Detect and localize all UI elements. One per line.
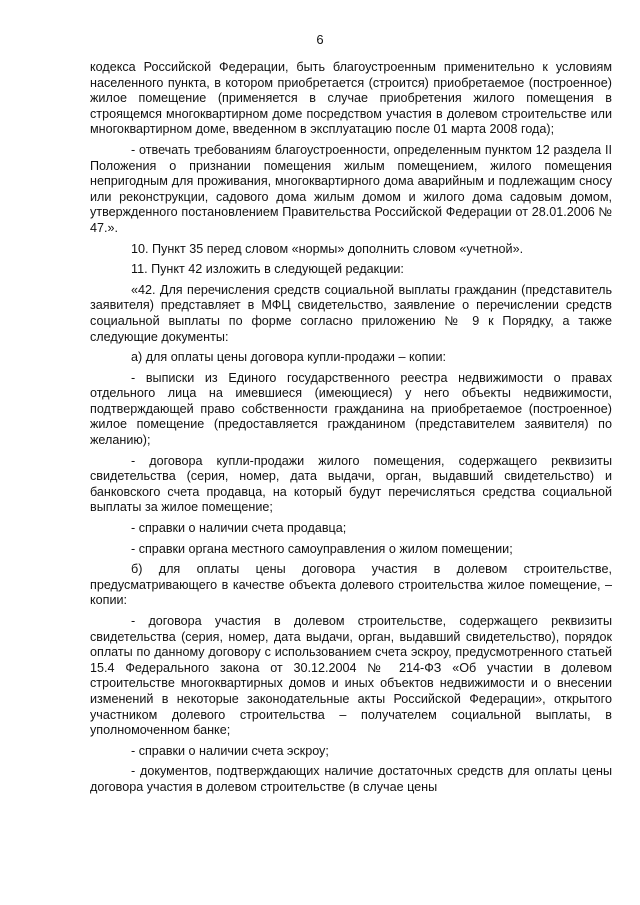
paragraph: - договора участия в долевом строительстве, содержащего реквизиты свидетельства (серия, номер, дата выдачи, орган, выдавший свидетельство), порядок оплаты по данному договору с использованием счета эскроу, предусмотренного статьей 15.4 Федерального закона от 30.12.2004 № 214-ФЗ «Об участии в долевом строительстве многоквартирных домов и иных объектов недвижимости и о внесении изменений в некоторые законодательные акты Российской Федерации», открытого участником долевого строительства – получателем социальной выплаты, в уполномоченном банке;: [90, 614, 612, 738]
paragraph: 11. Пункт 42 изложить в следующей редакции:: [131, 262, 404, 277]
paragraph: - справки органа местного самоуправления о жилом помещении;: [131, 541, 513, 556]
paragraph: - выписки из Единого государственного реестра недвижимости о правах отдельного лица на имевшиеся (имеющиеся) у него объекты недвижимости, подтверждающей право собственности гражданина на приобретаемое (построенное) жилое помещение (предоставляется гражданином (представителем заявителя) по желанию);: [90, 370, 612, 448]
page-number: 6: [316, 32, 324, 47]
paragraph: кодекса Российской Федерации, быть благоустроенным применительно к условиям населенного пункта, в котором приобретается (строится) приобретаемое (построенное) жилое помещение (применяется в случае приобретения жилого помещения в строящемся многоквартирном доме посредством участия в долевом строительстве или многоквартирном доме, введенном в эксплуатацию после 01 марта 2008 года);: [90, 60, 612, 137]
paragraph: - отвечать требованиям благоустроенности, определенным пунктом 12 раздела II Положения о признании помещения жилым помещением, жилого помещения непригодным для проживания, многоквартирного дома аварийным и подлежащим сносу или реконструкции, садового дома жилым домом и жилого дома садовым домом, утвержденного постановлением Правительства Российской Федерации от 28.01.2006 № 47.».: [90, 142, 612, 235]
paragraph: - документов, подтверждающих наличие достаточных средств для оплаты цены договора участия в долевом строительстве (в случае цены: [90, 764, 612, 794]
paragraph: а) для оплаты цены договора купли-продажи – копии:: [131, 350, 446, 365]
paragraph: - договора купли-продажи жилого помещения, содержащего реквизиты свидетельства (серия, номер, дата выдачи, орган, выдавший свидетельство) и банковского счета продавца, на который будут перечисляться средства социальной выплаты за жилое помещение;: [90, 453, 612, 515]
paragraph: б) для оплаты цены договора участия в долевом строительстве, предусматривающего в качестве объекта долевого строительства жилое помещение, – копии:: [90, 562, 612, 608]
paragraph: 10. Пункт 35 перед словом «нормы» дополнить словом «учетной».: [131, 241, 524, 256]
paragraph: «42. Для перечисления средств социальной выплаты гражданин (представитель заявителя) представляет в МФЦ свидетельство, заявление о перечислении средств социальной выплаты по форме согласно приложению № 9 к Порядку, а также следующие документы:: [90, 282, 612, 344]
paragraph: - справки о наличии счета эскроу;: [131, 743, 329, 758]
document-body: [90, 60, 612, 801]
paragraph: - справки о наличии счета продавца;: [131, 521, 347, 536]
